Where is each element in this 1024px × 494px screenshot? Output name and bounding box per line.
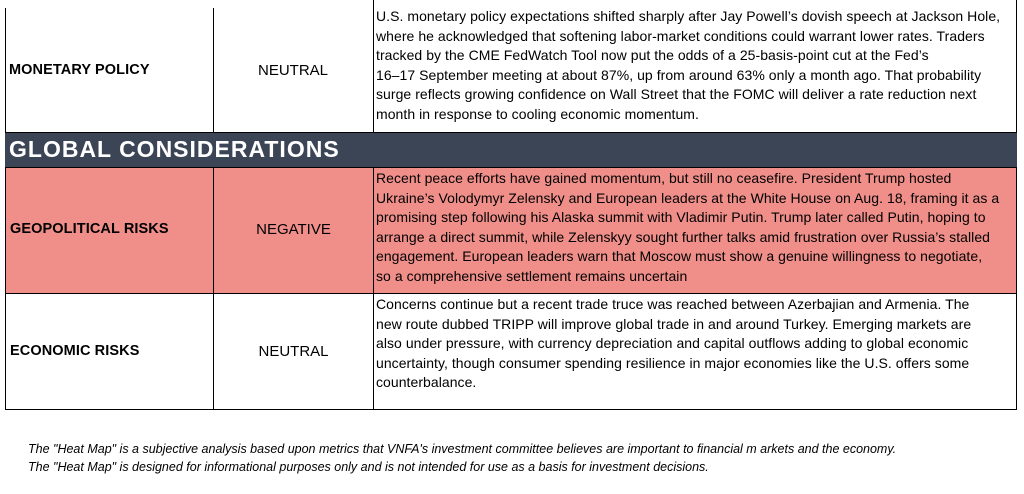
disclaimer-footnote: The "Heat Map" is a subjective analysis based upon metrics that VNFA's investment committee believes are important to financial m arkets and the economy. <box>28 442 897 456</box>
commentary-cell <box>373 294 1017 409</box>
row-geopolitical-risks <box>5 168 1017 294</box>
category-label: GEOPOLITICAL RISKS <box>10 221 169 237</box>
rating-label: NEUTRAL <box>258 343 329 360</box>
commentary-line: engagement. European leaders warn that Moscow must show a genuine willingness to negotiate, <box>376 248 983 264</box>
commentary-cell <box>373 168 1017 293</box>
commentary-text <box>376 169 1014 286</box>
commentary-text <box>376 295 1014 393</box>
category-cell <box>5 294 213 409</box>
category-label: MONETARY POLICY <box>9 62 150 78</box>
commentary-line: promising step following his Alaska summit with Vladimir Putin. Trump later called Putin, hoping to <box>376 209 986 225</box>
commentary-line: Ukraine’s Volodymyr Zelensky and European leaders at the White House on Aug. 18, framing it as a <box>376 189 1000 206</box>
commentary-line: new route dubbed TRIPP will improve global trade in and around Turkey. Emerging markets are <box>376 315 972 332</box>
rating-label: NEGATIVE <box>256 221 331 238</box>
rating-cell <box>213 168 373 293</box>
section-header <box>5 133 1017 168</box>
commentary-line: uncertainty, though consumer spending resilience in major economies like the U.S. offers some <box>376 354 970 371</box>
commentary-line: 16–17 September meeting at about 87%, up from around 63% only a month ago. That probability <box>376 66 982 83</box>
commentary-line: arrange a direct summit, while Zelenskyy sought further talks amid frustration over Russia’s stalled <box>376 228 990 245</box>
row-economic-risks <box>5 294 1017 410</box>
commentary-line: also under pressure, with currency depreciation and capital outflows adding to global economic <box>376 335 969 351</box>
category-cell <box>5 0 213 132</box>
commentary-line: month in response to cooling economic momentum. <box>376 105 699 122</box>
category-cell <box>5 168 213 293</box>
rating-cell <box>213 0 373 132</box>
rating-cell <box>213 294 373 409</box>
commentary-line: tracked by the CME FedWatch Tool now put the odds of a 25-basis-point cut at the Fed’s <box>376 47 929 63</box>
section-header-title: GLOBAL CONSIDERATIONS <box>9 136 340 162</box>
category-label: ECONOMIC RISKS <box>10 343 140 359</box>
commentary-line: surge reflects growing confidence on Wall Street that the FOMC will deliver a rate reduction next <box>376 86 977 102</box>
commentary-line: where he acknowledged that softening labor-market conditions could warrant lower rates. Traders <box>376 27 985 44</box>
disclaimer-footnote: The "Heat Map" is designed for informational purposes only and is not intended for use as a basis for investment decisions. <box>28 460 709 474</box>
commentary-line: so a comprehensive settlement remains uncertain <box>376 267 688 284</box>
commentary-line: U.S. monetary policy expectations shifted sharply after Jay Powell’s dovish speech at Jackson Hole, <box>376 8 1001 24</box>
commentary-line: counterbalance. <box>376 374 477 390</box>
commentary-line: Concerns continue but a recent trade truce was reached between Azerbajian and Armenia. The <box>376 296 970 312</box>
row-monetary-policy <box>5 0 1017 133</box>
commentary-line: Recent peace efforts have gained momentum, but still no ceasefire. President Trump hosted <box>376 170 952 186</box>
commentary-cell <box>373 0 1017 132</box>
commentary-text <box>376 7 1014 124</box>
rating-label: NEUTRAL <box>257 62 328 79</box>
